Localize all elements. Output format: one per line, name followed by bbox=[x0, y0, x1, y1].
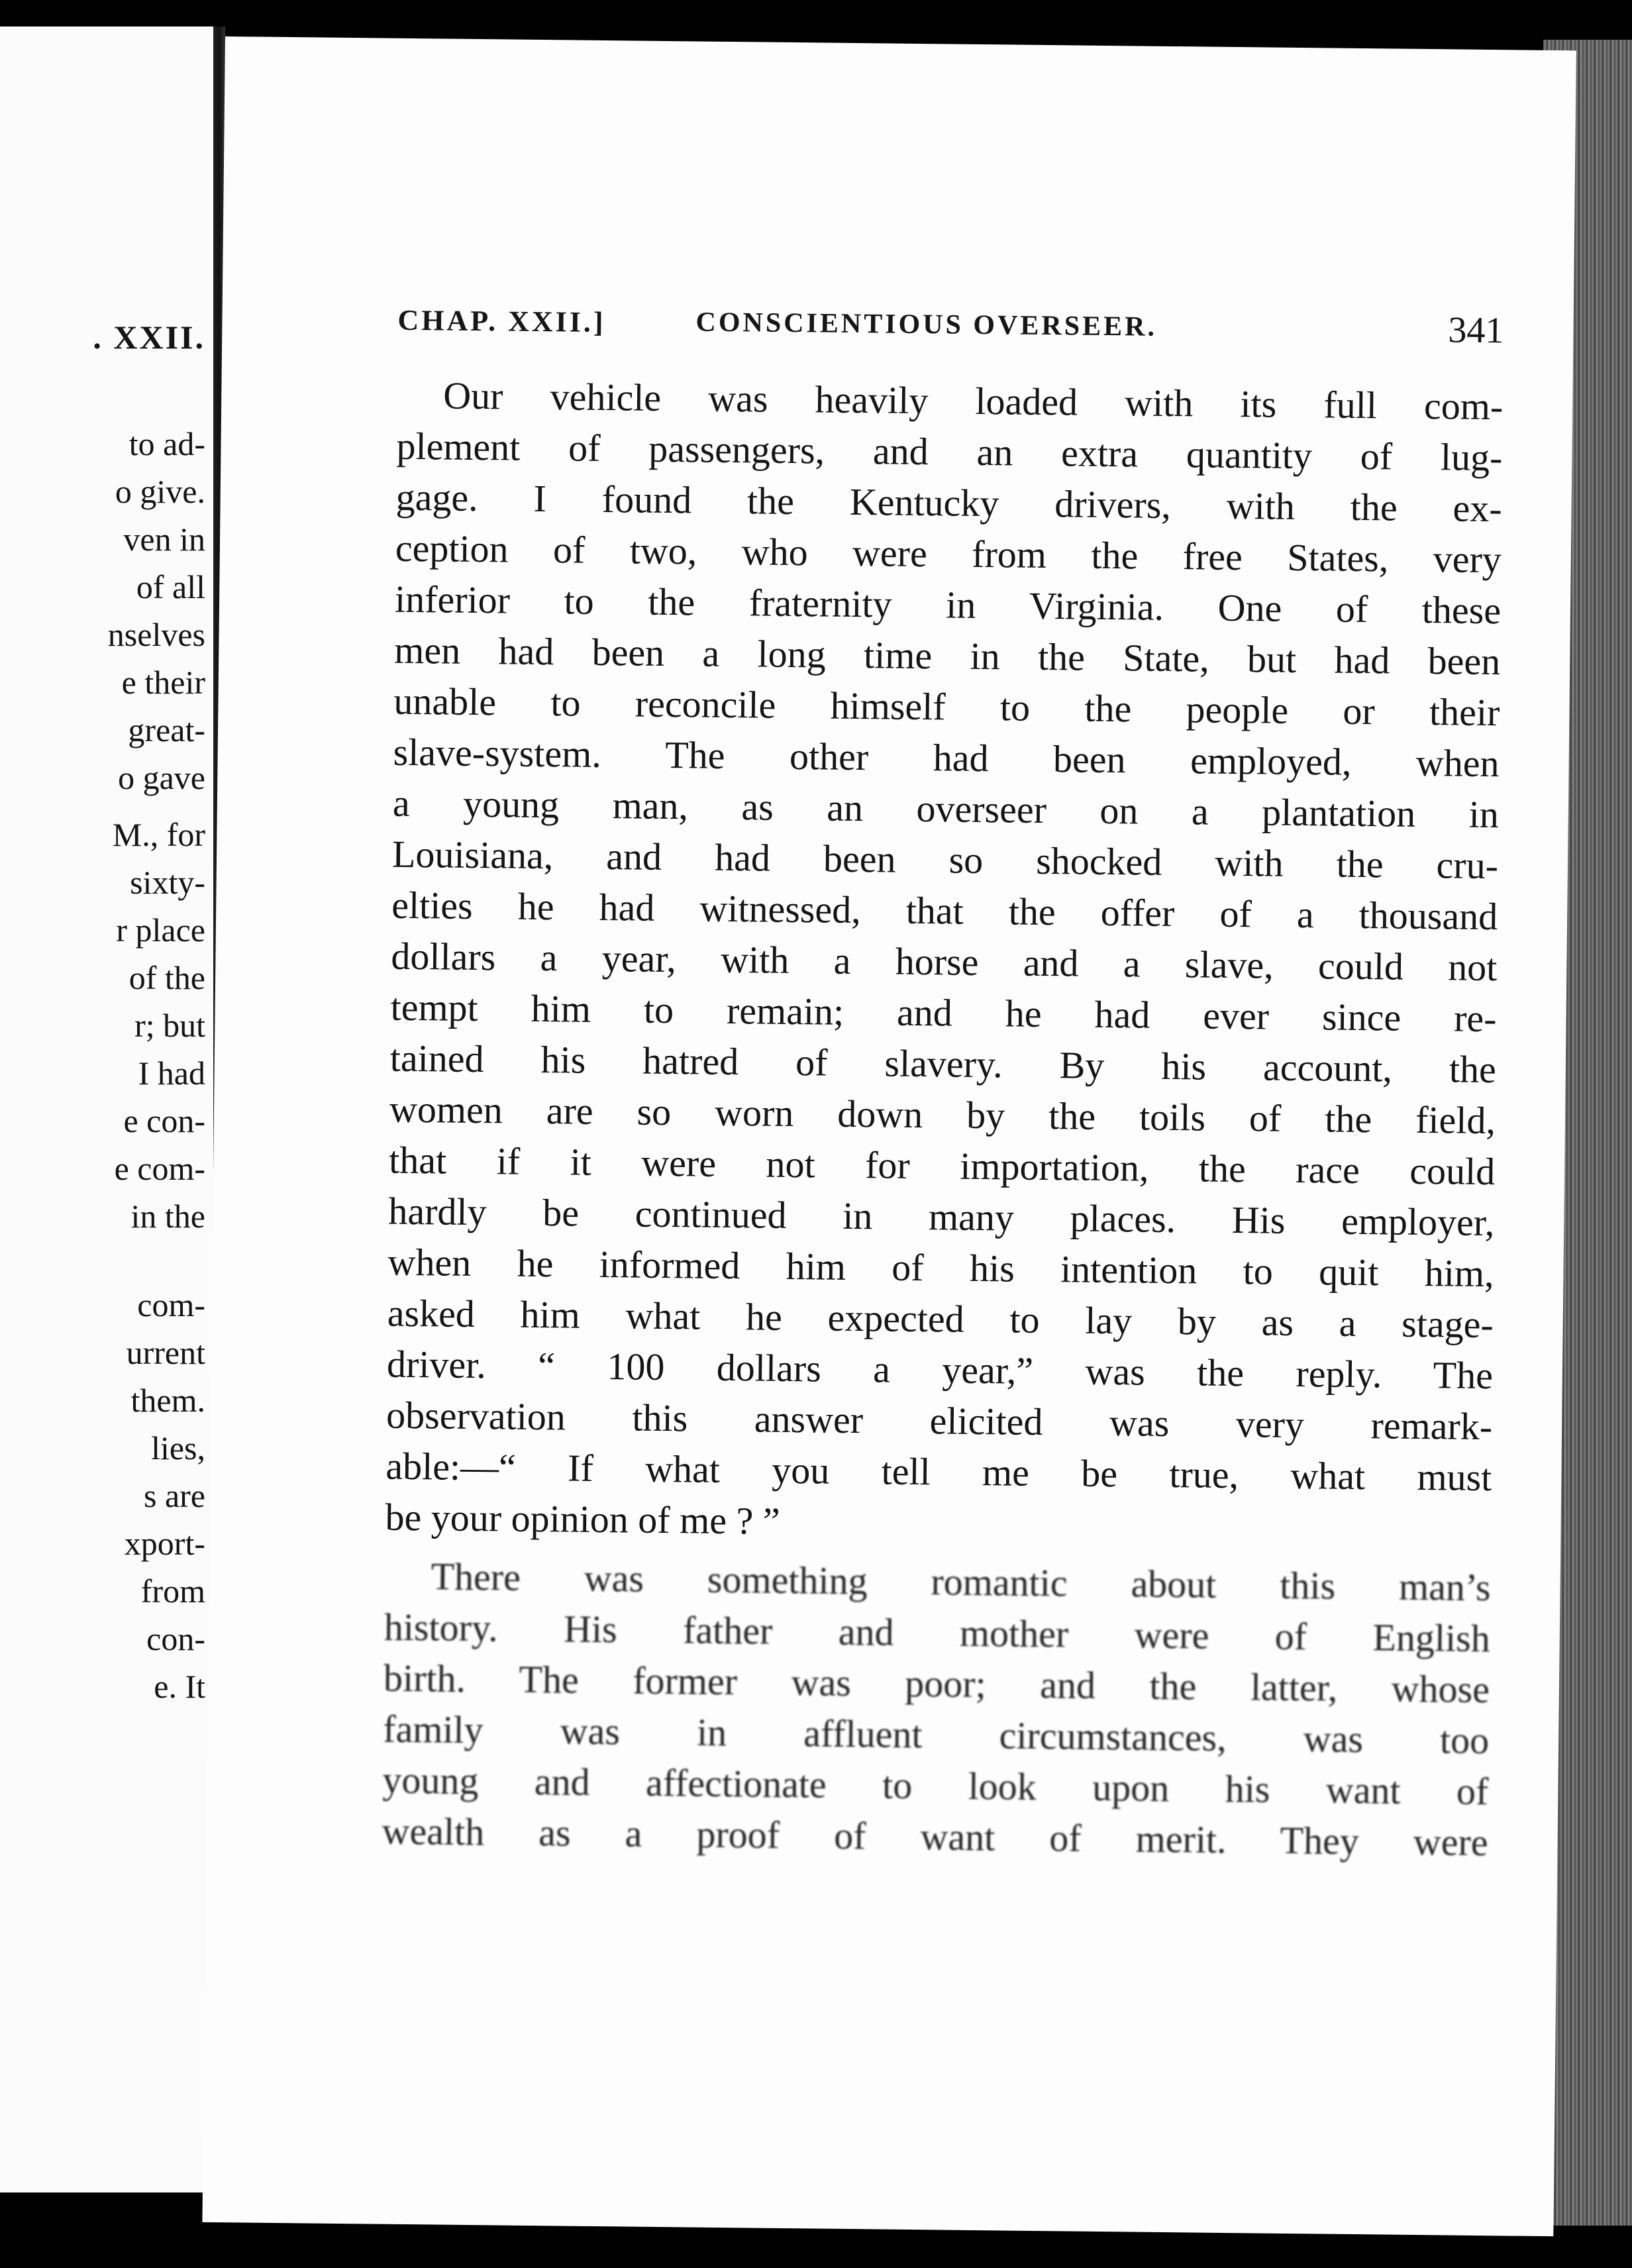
text-line: Louisiana, and had been so shocked with the cru- bbox=[391, 832, 1499, 888]
left-page-line: sixty- bbox=[130, 864, 205, 901]
text-line: that if it were not for importation, the race could bbox=[388, 1138, 1496, 1194]
text-line: asked him what he expected to lay by as a stage- bbox=[387, 1291, 1494, 1347]
left-page bbox=[0, 26, 213, 2192]
left-page-line: e. It bbox=[154, 1668, 205, 1705]
paragraph-2 bbox=[382, 1551, 1491, 1868]
left-page-line: xport- bbox=[124, 1525, 205, 1562]
running-head bbox=[397, 303, 1504, 361]
text-line: birth. The former was poor; and the latter, whose bbox=[383, 1656, 1490, 1712]
left-page-line: e com- bbox=[114, 1150, 205, 1187]
text-line: a young man, as an overseer on a plantation in bbox=[392, 781, 1500, 837]
text-line: ception of two, who were from the free States, very bbox=[395, 526, 1502, 582]
left-page-line: e con- bbox=[123, 1102, 205, 1139]
text-line: history. His father and mother were of English bbox=[383, 1605, 1491, 1661]
left-page-line: of the bbox=[128, 959, 205, 996]
text-line: able:—“ If what you tell me be true, what must bbox=[385, 1444, 1492, 1500]
text-line: when he informed him of his intention to quit him, bbox=[387, 1240, 1494, 1296]
text-line: gage. I found the Kentucky drivers, with the ex- bbox=[395, 475, 1502, 531]
left-page-line: M., for bbox=[112, 816, 205, 853]
page-number: 341 bbox=[1448, 309, 1504, 352]
body-text bbox=[382, 370, 1503, 1868]
text-line: family was in affluent circumstances, was too bbox=[382, 1707, 1490, 1763]
text-line: be your opinion of me ? ” bbox=[385, 1495, 780, 1543]
left-page-line: e their bbox=[121, 664, 205, 701]
chapter-label: CHAP. XXII.] bbox=[397, 303, 606, 339]
left-page-line: o give. bbox=[115, 473, 205, 510]
text-line: young and affectionate to look upon his want of bbox=[382, 1758, 1489, 1814]
left-page-line: r; but bbox=[134, 1007, 205, 1044]
text-line: slave-system. The other had been employed, when bbox=[393, 730, 1500, 786]
left-page-line: s are bbox=[144, 1477, 205, 1514]
text-line: wealth as a proof of want of merit. They were bbox=[382, 1809, 1488, 1865]
text-line: There was something romantic about this man’s bbox=[431, 1555, 1491, 1610]
text-line: tained his hatred of slavery. By his account, the bbox=[389, 1036, 1497, 1092]
left-page-line: com- bbox=[137, 1286, 205, 1323]
left-page-header: . XXII. bbox=[93, 319, 205, 356]
text-line: Our vehicle was heavily loaded with its full com- bbox=[443, 374, 1504, 429]
left-page-line: r place bbox=[116, 911, 205, 949]
left-page-line: great- bbox=[128, 711, 205, 748]
left-page-line: to ad- bbox=[128, 425, 205, 462]
left-page-line: ven in bbox=[123, 521, 205, 558]
left-page-line: in the bbox=[130, 1198, 205, 1235]
text-line: observation this answer elicited was very remark- bbox=[385, 1393, 1493, 1449]
left-page-line: from bbox=[140, 1572, 205, 1610]
text-line: driver. “ 100 dollars a year,” was the reply. The bbox=[386, 1342, 1494, 1398]
left-page-line: nselves bbox=[107, 616, 205, 653]
right-page bbox=[202, 36, 1576, 2236]
text-line: elties he had witnessed, that the offer of a thousand bbox=[391, 883, 1498, 939]
text-line: inferior to the fraternity in Virginia. One of these bbox=[394, 577, 1502, 633]
left-page-line: con- bbox=[146, 1620, 205, 1657]
left-page-line: them. bbox=[130, 1382, 205, 1419]
paragraph-1 bbox=[385, 370, 1503, 1554]
text-line: women are so worn down by the toils of the field, bbox=[389, 1087, 1496, 1143]
text-line: dollars a year, with a horse and a slave, could not bbox=[391, 934, 1498, 990]
text-line: unable to reconcile himself to the people or their bbox=[393, 679, 1500, 735]
left-page-line: I had bbox=[138, 1055, 205, 1092]
text-line: men had been a long time in the State, but had been bbox=[393, 628, 1501, 684]
running-title: CONSCIENTIOUS OVERSEER. bbox=[695, 307, 1158, 342]
text-line: tempt him to remain; and he had ever since re- bbox=[390, 985, 1497, 1041]
text-line: plement of passengers, and an extra quantity of lug- bbox=[396, 424, 1503, 480]
text-line: hardly be continued in many places. His employer, bbox=[388, 1189, 1495, 1245]
left-page-line: lies, bbox=[151, 1429, 205, 1467]
left-page-line: urrent bbox=[126, 1334, 205, 1371]
left-page-line: o gave bbox=[118, 759, 205, 796]
left-page-line: of all bbox=[136, 568, 205, 605]
